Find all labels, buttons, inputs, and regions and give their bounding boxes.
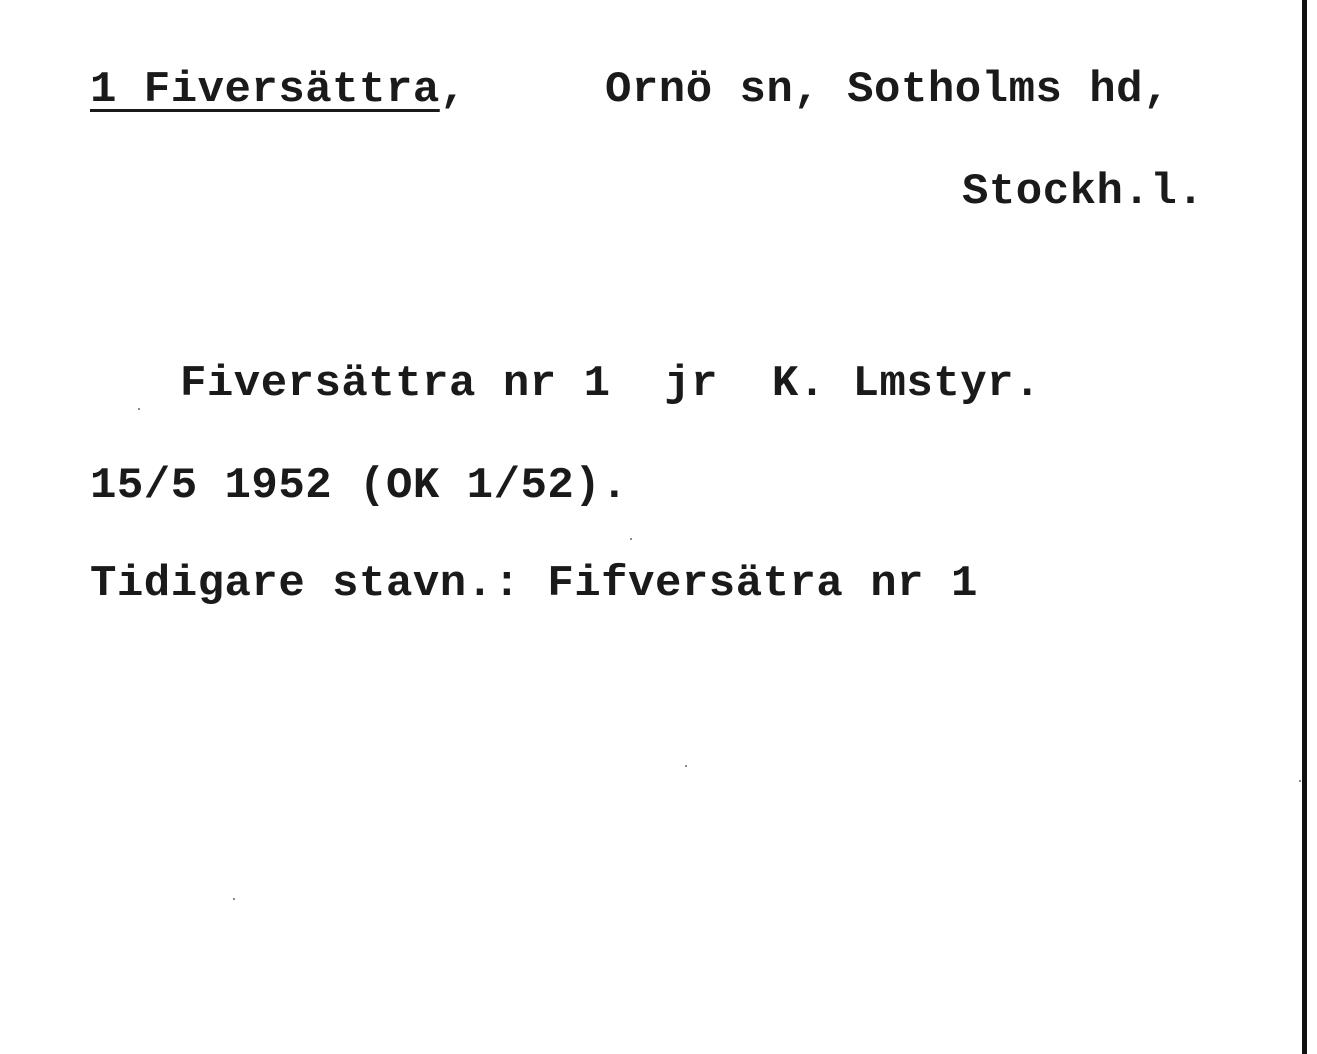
paper-speck (138, 408, 140, 410)
paper-speck (233, 898, 235, 900)
body-line-1: Fiversättra nr 1 jr K. Lmstyr. (180, 359, 1041, 409)
paper-speck (685, 765, 687, 767)
card-edge-line (1302, 0, 1307, 1054)
place-name: 1 Fiversättra (90, 65, 440, 115)
heading-comma: , (439, 65, 467, 115)
county: Stockh.l. (962, 167, 1205, 217)
card-heading (90, 65, 467, 115)
body-line-2: 15/5 1952 (OK 1/52). (90, 461, 629, 511)
body-line-3: Tidigare stavn.: Fifversätra nr 1 (90, 559, 978, 609)
paper-speck (1299, 780, 1301, 782)
parish-district: Ornö sn, Sotholms hd, (605, 65, 1170, 115)
paper-speck (630, 538, 632, 540)
